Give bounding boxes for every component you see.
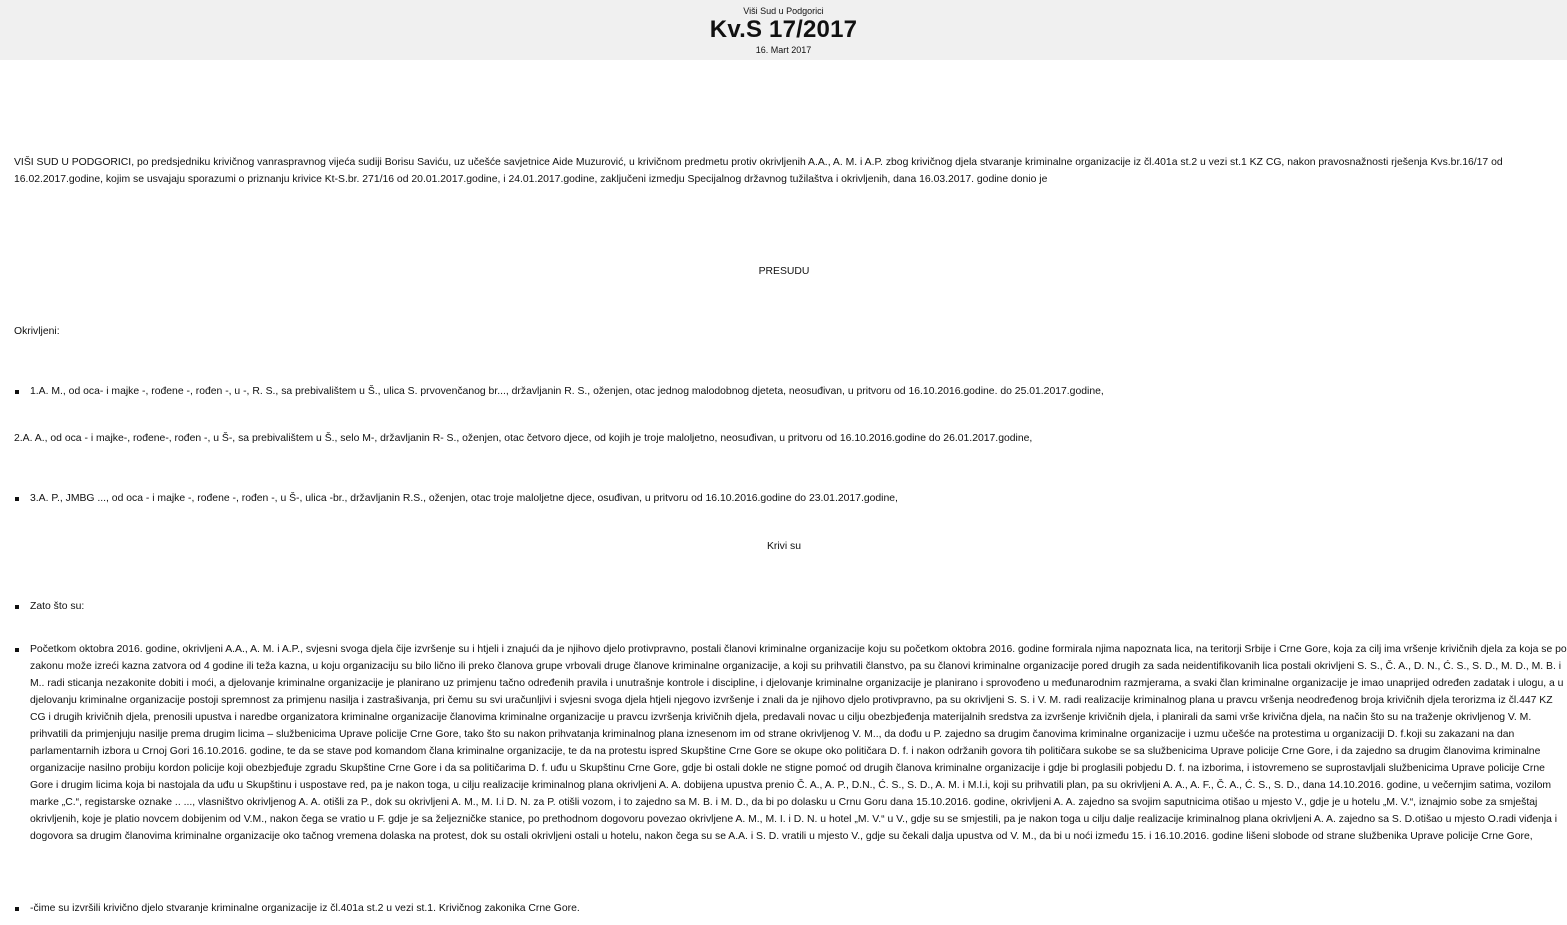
document-header (0, 0, 1567, 60)
facts-paragraph: Početkom oktobra 2016. godine, okrivljeni A.A., A. M. i A.P., svjesni svoga djela čije izvršenje su i htjeli i znajući da je njihovo djelo protivpravno, postali članovi kriminalne organizacije koju su početkom oktobra 2016. godine formirala njima napoznata lica, na teritorji Srbije i Crne Gore, koja za cilj ima vršenje krivičnih djela za koja se po zakonu može izreći kazna zatvora od 4 godine ili teža kazna, u koju organizaciju su bilo lično ili preko članova grupe vrbovali druge članove kriminalne organizacije, a koji su prihvatili članstvo, pa su članovi kriminalne organizacije pored drugih za sada neidentifikovanih lica postali okrivljeni S. S., Č. A., D. N., Ć. S., S. D., M. D., M. B. i M.. radi sticanja nezakonite dobiti i moći, a djelovanje kriminalne organizacije je planirano uz primjenu tačno određenih pravila i unutrašnje kontrole i discipline, i djelovanje kriminalne organizacije je planirano i sprovođeno u međunarodnim razmjerama, a svaki član kriminalne organizacije je imao unaprijed određen zadatak i ulogu, a u djelovanju kriminalne organizacije postoji spremnost za primjenu nasilja i zastrašivanja, pri čemu su svi uračunljivi i svjesni svoga djela htjeli njegovo izvršenje i znali da je njihovo djelo protivpravno, pa su okrivljeni S. S. i V. M. radi realizacije kriminalnog plana u pravcu vršenja neodređenog broja krivičnih djela terorizma iz čl.447 KZ CG i drugih krivičnih djela, prenosili upustva i naredbe organizatora kriminalne organizacije članovima kriminalne organizacije u pravcu izvršenja krivičnih djela, predavali novac u cilju obezbjeđenja materijalnih sredstva za izvršenje krivičnih djela, i planirali da sami vrše krivična djela, na način što su na traženje okrivljenog V. M. prihvatili da primjenjuju nasilje prema drugim licima – službenicima Uprave policije Crne Gore, tako što su nakon prihvatanja kriminalnog plana iznesenom im od strane okrivljenog V. M.., da dođu u P. zajedno sa drugim čanovima kriminalne organizacije i uzmu učešće na protestima u organizaciji D. f.koji su zakazani na dan parlamentarnih izbora u Crnoj Gori 16.10.2016. godine, te da se stave pod komandom člana kriminalne organizacije, te da na protestu ispred Skupštine Crne Gore se okupe oko političara D. f. i nakon održanih govora tih političara sukobe se sa službenicima Uprave policije Crne Gore, i da zajedno sa drugim članovima kriminalne organizacije nasilno probiju kordon policije koji obezbjeđuje zgradu Skupštine Crne Gore i da sa političarima D. f. uđu u Skupštinu Crne Gore, gdje bi ostali dokle ne stigne pomoć od drugih članova kriminalne organizacije i gdje bi proglasili pobjedu D. f. na izborima, i istovremeno se suprostavljali službenicima Uprave policije Crne Gore i drugim licima koja bi nastojala da uđu u Skupštinu i uspostave red, pa je nakon toga, u cilju realizacije kriminalnog plana okrivljeni A. A. dobijena upustva prenio Č. A., A. P., D.N., Ć. S., S. D., A. M. i M.I.i, koji su prihvatili plan, pa su okrivljeni A. A., A. F., Č. A., Ć. S., S. D., dana 14.10.2016. godine, u večernjim satima, vozilom marke „C.“, registarske oznake .. ..., vlasništvo okrivljenog A. A. otišli za P., dok su okrivljeni A. M., M. I.i D. N. za P. otišli vozom, i to zajedno sa M. B. i M. D., da bi po dolasku u Crnu Goru dana 15.10.2016. godine, okrivljeni A. A. zajedno sa svojim saputnicima otišao u mjesto V., gdje je u hotelu „M. V.“, iznajmio sobe za smještaj okrivljenih, koje je platio novcem dobijenim od V.M., nakon čega se vratio u F. gdje je sa željezničke stanice, po prethodnom dogovoru povezao okrivljene A. M., M. I. i D. N. u hotel „M. V.“ u V., gdje su se smjestili, pa je nakon toga u cilju dalje realizacije kriminalnog plana okrivljeni A. A. zajedno sa S. D.otišao u mjesto O.radi viđenja i dogovora sa drugim članovima kriminalne organizacije oko tačnog vremena dolaska na protest, dok su ostali okrivljeni ostali u hotelu, nakon čega su se A.A. i S. D. vratili u mjesto V., gdje su čekali dalja upustva od V. M., da bi u noći između 15. i 16.10.2016. godine lišeni slobode od strane službenika Uprave policije Crne Gore, (14, 641, 1567, 845)
accused-item-2: 2.A. A., od oca - i majke-, rođene-, rođen -, u Š-, sa prebivalištem u Š., selo M-, državljanin R- S., oženjen, otac četvoro djece, od kojih je troje maloljetno, neosuđivan, u pritvoru od 16.10.2016.godine do 26.01.2017.godine, (14, 433, 1033, 444)
conclusion-paragraph: -čime su izvršili krivično djelo stvaranje kriminalne organizacije iz čl.401a st.2 u vezi st.1. Krivičnog zakonika Crne Gore. (14, 900, 1567, 917)
verdict-heading: PRESUDU (758, 266, 810, 277)
intro-paragraph: VIŠI SUD U PODGORICI, po predsjedniku krivičnog vanraspravnog vijeća sudiji Borisu Saviću, uz učešće savjetnice Aide Muzurović, u krivičnom predmetu protiv okrivljenih A.A., A. M. i A.P. zbog krivičnog djela stvaranje kriminalne organizacije iz čl.401a st.2 u vezi st.1 KZ CG, nakon pravosnažnosti rješenja Kvs.br.16/17 od 16.02.2017.godine, kojim se usvajaju sporazumi o priznanju krivice Kt-S.br. 271/16 od 20.01.2017.godine, i 24.01.2017.godine, zaključeni izmedju Specijalnog državnog tužilaštva i okrivljenih, dana 16.03.2017. godine donio je (14, 157, 1503, 185)
guilty-heading: Krivi su (766, 541, 802, 552)
case-date: 16. Mart 2017 (755, 45, 812, 55)
accused-item-3: 3.A. P., JMBG ..., od oca - i majke -, rođene -, rođen -, u Š-, ulica -br., državljanin R.S., oženjen, otac troje maloljetne djece, osuđivan, u pritvoru od 16.10.2016.godine do 23.01.2017.godine, (14, 490, 1567, 507)
because-label: Zato što su: (14, 598, 1567, 615)
accused-label: Okrivljeni: (14, 326, 60, 337)
accused-item-1: 1.A. M., od oca- i majke -, rođene -, rođen -, u -, R. S., sa prebivalištem u Š., ulica S. prvovenčanog br..., državljanin R. S., oženjen, otac jednog malodobnog djeteta, neosuđivan, u pritvoru od 16.10.2016.godine. do 25.01.2017.godine, (14, 383, 1567, 400)
court-name: Viši Sud u Podgorici (743, 6, 824, 16)
case-number: Kv.S 17/2017 (709, 16, 858, 43)
